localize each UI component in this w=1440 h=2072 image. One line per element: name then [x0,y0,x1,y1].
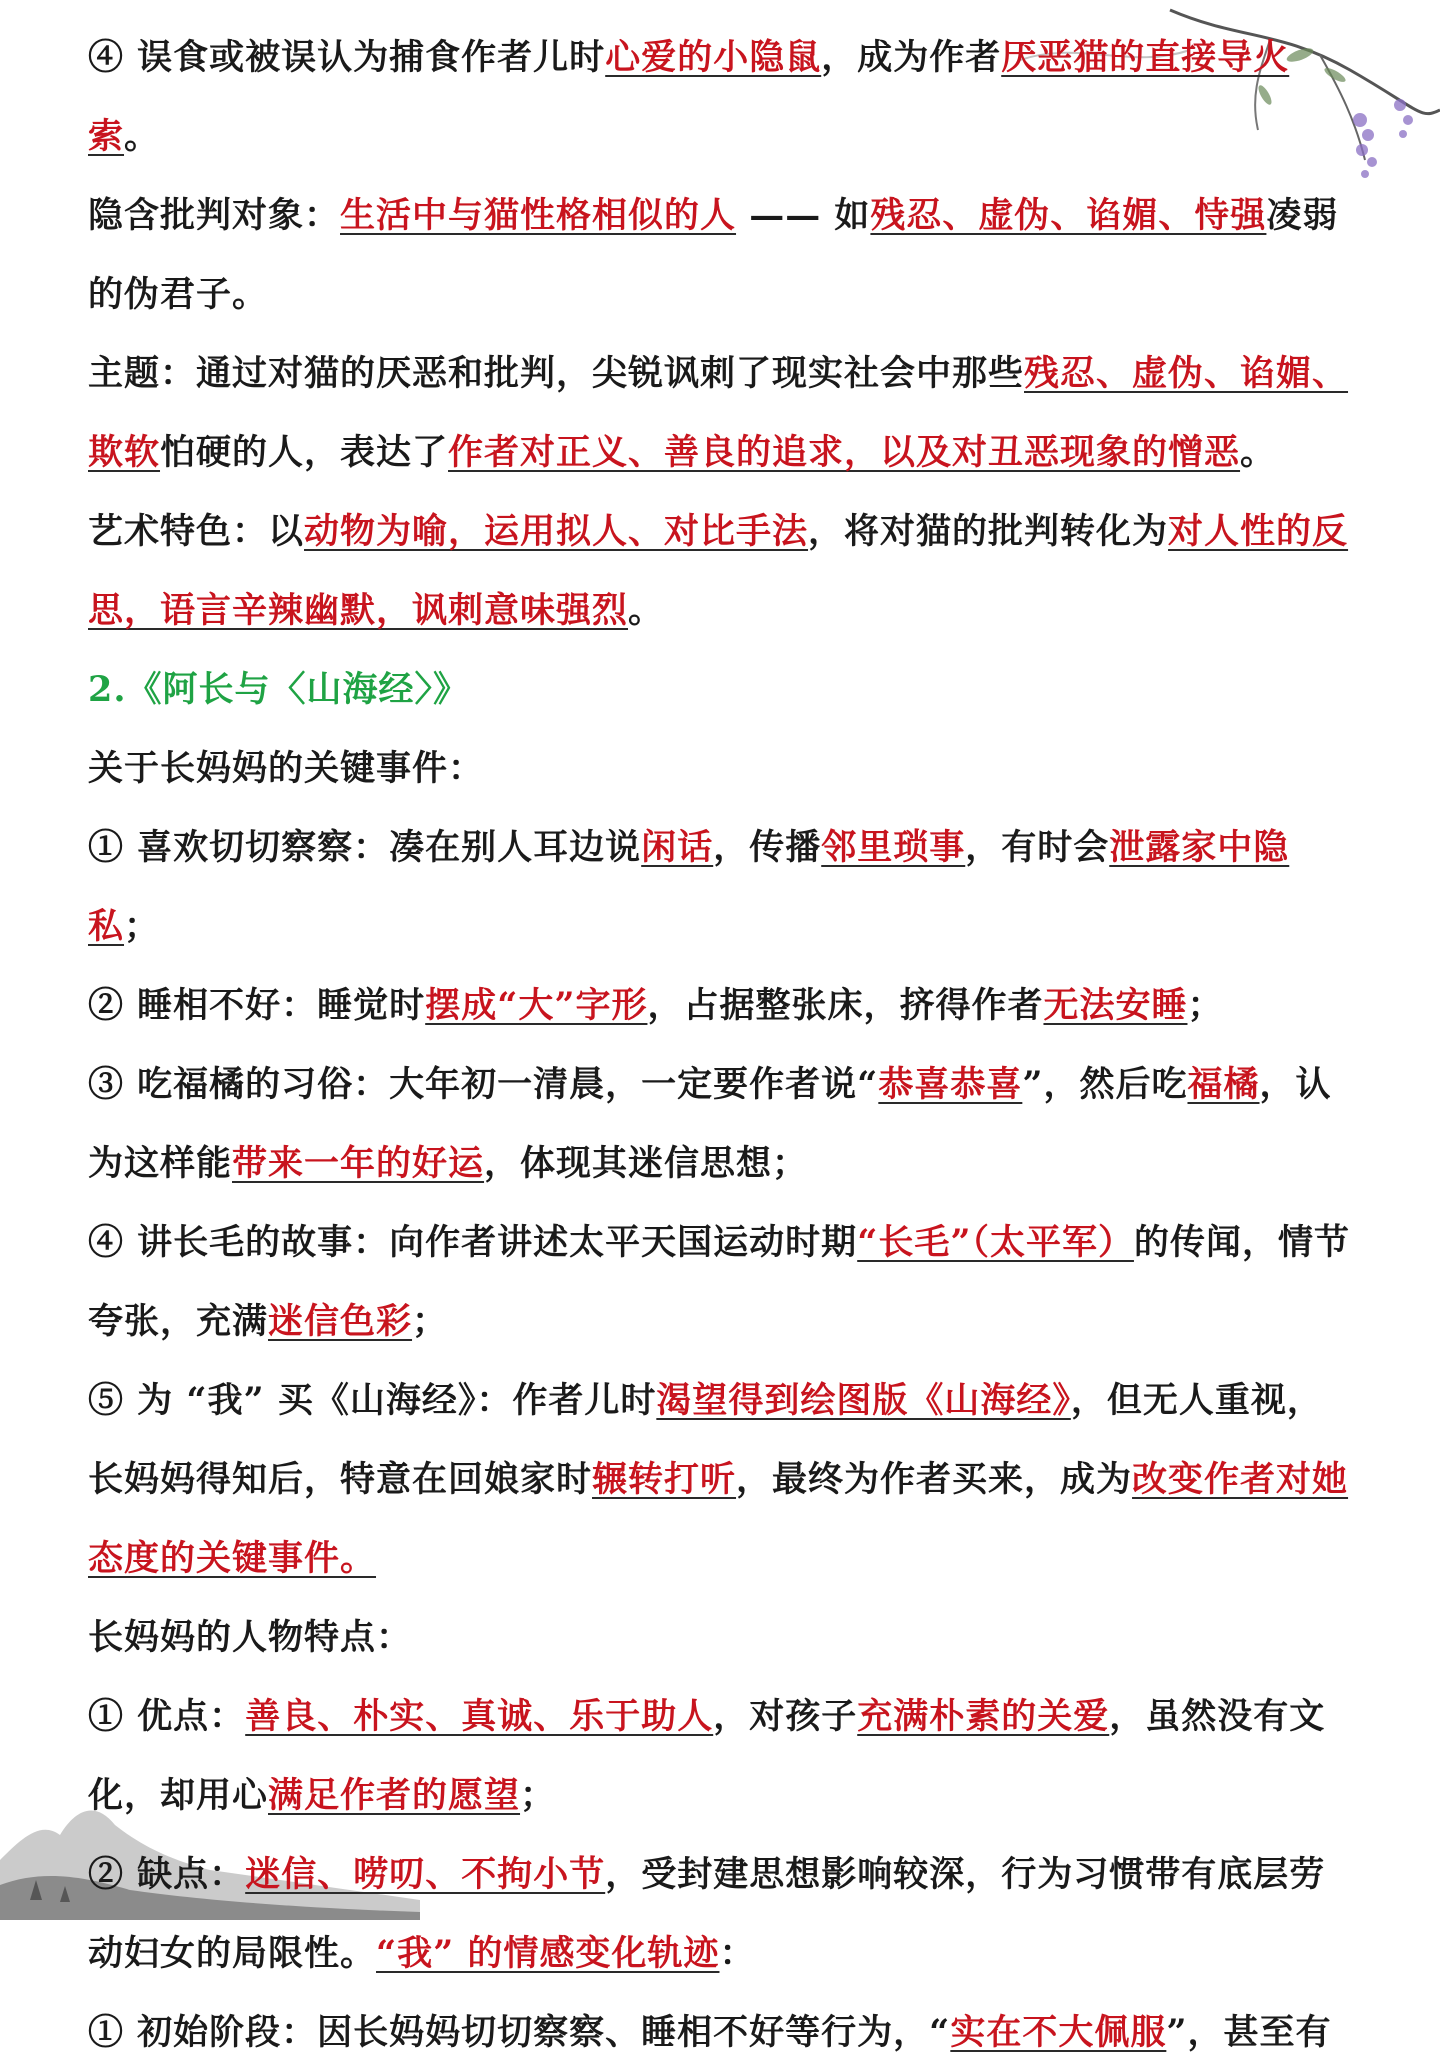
highlighted-key-phrase: “我” 的情感变化轨迹 [376,1933,720,1974]
text-run: ② 睡相不好：睡觉时 [88,985,426,1026]
paragraph [88,18,1358,176]
text-run: 。 [124,116,161,157]
highlighted-key-phrase: 无法安睡 [1043,985,1188,1026]
highlighted-key-phrase: 善良、朴实、真诚、乐于助人 [245,1696,714,1737]
highlighted-key-phrase: 残忍、虚伪、谄媚、欺软 [88,353,1349,473]
paragraph [88,966,1358,1045]
highlighted-key-phrase: 充满朴素的关爱 [857,1696,1110,1737]
highlighted-key-phrase: 恭喜恭喜 [878,1064,1023,1105]
text-run: 。 [1240,432,1277,473]
highlighted-key-phrase: 辗转打听 [592,1459,737,1500]
text-run: 关于长妈妈的关键事件： [88,748,485,789]
text-run: ⑤ 为 “我” 买《山海经》：作者儿时 [88,1380,657,1421]
highlighted-key-phrase: 福橘 [1187,1064,1260,1105]
document-body [88,18,1358,2072]
text-run: ，但无人重视，长妈妈得知后，特意在回娘家时 [88,1380,1323,1500]
highlighted-key-phrase: 实在不大佩服 [950,2012,1167,2053]
text-run: ① 初始阶段：因长妈妈切切察察、睡相不好等行为，“ [88,2012,951,2053]
highlighted-key-phrase: 邻里琐事 [821,827,966,868]
text-run: 凌弱的伪君子。 [88,195,1339,315]
highlighted-key-phrase: 满足作者的愿望 [268,1775,521,1816]
text-run: ，占据整张床，挤得作者 [647,985,1044,1026]
highlighted-key-phrase: 迷信、唠叨、不拘小节 [245,1854,606,1895]
text-run: ，最终为作者买来，成为 [736,1459,1133,1500]
text-run: ”，甚至有 [1166,2012,1332,2053]
paragraph [88,1361,1358,1598]
text-run: ，将对猫的批判转化为 [808,511,1169,552]
text-run: ① 优点： [88,1696,246,1737]
highlighted-key-phrase: 闲话 [641,827,714,868]
paragraph [88,650,1358,729]
text-run: 主题：通过对猫的厌恶和批判，尖锐讽刺了现实社会中那些 [88,353,1025,394]
highlighted-key-phrase: 作者对正义、善良的追求，以及对丑恶现象的憎恶 [448,432,1241,473]
text-run: ，对孩子 [713,1696,858,1737]
paragraph [88,176,1358,334]
highlighted-key-phrase: 对人性的反思，语言辛辣幽默，讽刺意味强烈 [88,511,1349,631]
text-run: ； [124,906,161,947]
text-run: ，受封建思想影响较深，行为习惯带有底层劳动妇女的局限性。 [88,1854,1326,1974]
text-run: ④ 误食或被误认为捕食作者儿时 [88,37,606,78]
highlighted-key-phrase: 动物为喻，运用拟人、对比手法 [304,511,809,552]
text-run: 。 [628,590,665,631]
text-run: ② 缺点： [88,1854,246,1895]
text-run: ，认为这样能 [88,1064,1332,1184]
text-run: ”，然后吃 [1022,1064,1188,1105]
text-run: ④ 讲长毛的故事：向作者讲述太平天国运动时期 [88,1222,858,1263]
text-run: ，体现其迷信思想； [484,1143,809,1184]
paragraph [88,729,1358,808]
text-run: —— 如 [736,195,871,236]
text-run: ③ 吃福橘的习俗：大年初一清晨，一定要作者说“ [88,1064,879,1105]
highlighted-key-phrase: 摆成“大”字形 [425,985,648,1026]
text-run: 长妈妈的人物特点： [88,1617,413,1658]
highlighted-key-phrase: “长毛”（太平军） [857,1222,1134,1263]
paragraph [88,334,1358,492]
highlighted-key-phrase: 迷信色彩 [268,1301,413,1342]
text-run: ，传播 [713,827,822,868]
highlighted-key-phrase: 改变作者对她态度的关键事件。 [88,1459,1349,1579]
text-run: ； [412,1301,449,1342]
paragraph [88,1835,1358,1993]
paragraph [88,1203,1358,1361]
text-run: ，虽然没有文化，却用心 [88,1696,1326,1816]
text-run: ，有时会 [965,827,1110,868]
paragraph [88,1598,1358,1677]
text-run: ，成为作者 [821,37,1002,78]
text-run: ： [719,1933,756,1974]
paragraph [88,492,1358,650]
highlighted-key-phrase: 带来一年的好运 [232,1143,485,1184]
text-run: 的传闻，情节夸张，充满 [88,1222,1350,1342]
text-run: 怕硬的人，表达了 [160,432,449,473]
highlighted-key-phrase: 泄露家中隐私 [88,827,1290,947]
text-run: ① 喜欢切切察察：凑在别人耳边说 [88,827,642,868]
paragraph [88,1045,1358,1203]
highlighted-key-phrase: 残忍、虚伪、谄媚、恃强 [870,195,1267,236]
highlighted-key-phrase: 心爱的小隐鼠 [605,37,822,78]
paragraph [88,1677,1358,1835]
paragraph [88,1993,1358,2072]
highlighted-key-phrase: 厌恶猫的直接导火索 [88,37,1290,157]
text-run: ； [520,1775,557,1816]
section-heading: 2.《阿长与〈山海经〉》 [88,669,470,710]
text-run: ； [1187,985,1224,1026]
highlighted-key-phrase: 渴望得到绘图版《山海经》 [656,1380,1071,1421]
highlighted-key-phrase: 生活中与猫性格相似的人 [340,195,737,236]
text-run: 隐含批判对象： [88,195,341,236]
paragraph [88,808,1358,966]
text-run: 艺术特色：以 [88,511,305,552]
